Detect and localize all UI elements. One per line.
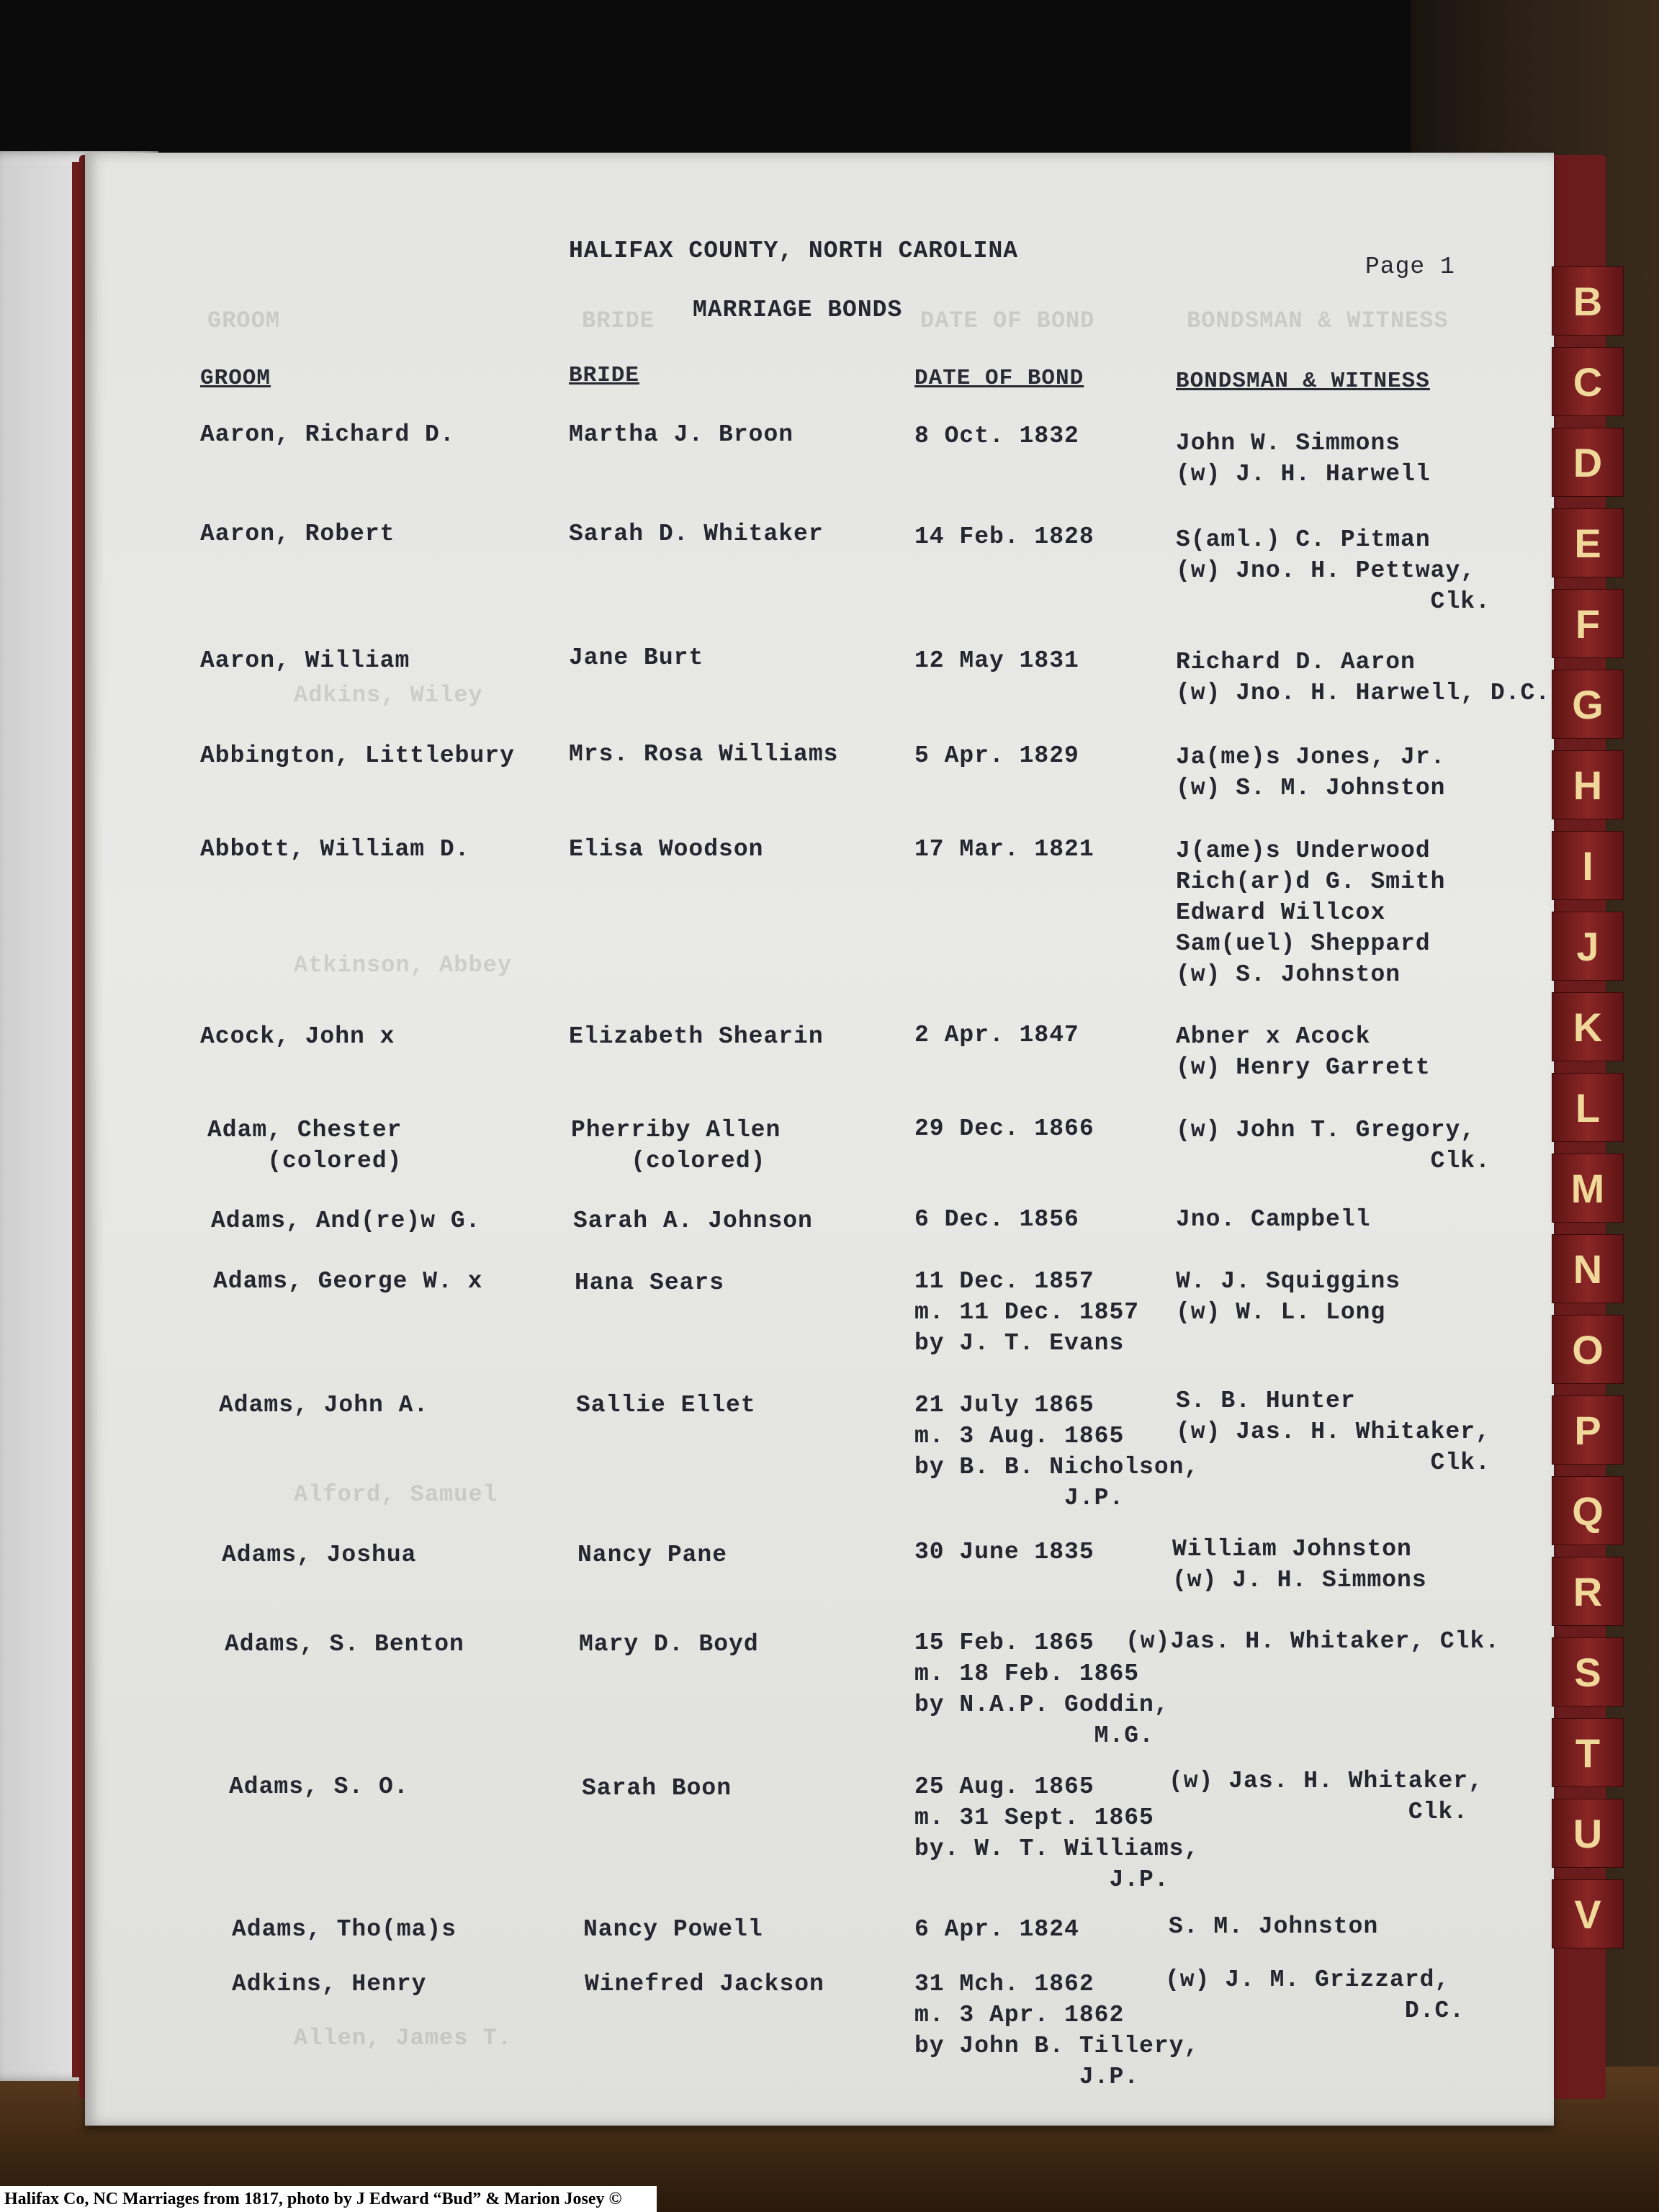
bride-name: Sarah A. Johnson (573, 1208, 813, 1234)
bride-name: Sarah Boon (582, 1775, 732, 1802)
groom-name: Adams, S. O. (229, 1773, 409, 1800)
bride-name: Hana Sears (575, 1269, 725, 1296)
groom-name: Aaron, William (200, 647, 410, 674)
groom-name: Acock, John x (200, 1023, 395, 1050)
bond-date: 17 Mar. 1821 (914, 836, 1094, 863)
index-tab-b[interactable]: B (1552, 266, 1624, 336)
index-tab-h[interactable]: H (1552, 750, 1624, 819)
groom-name: Adams, John A. (219, 1392, 429, 1419)
bond-date: 6 Dec. 1856 (914, 1206, 1079, 1233)
index-tab-n[interactable]: N (1552, 1234, 1624, 1303)
bondsman-witness: (w) John T. Gregory, Clk. (1176, 1117, 1491, 1174)
groom-name: Adam, Chester (colored) (207, 1117, 403, 1174)
bond-date: 21 July 1865 m. 3 Aug. 1865 by B. B. Nicholson, J.P. (914, 1392, 1200, 1511)
index-tab-d[interactable]: D (1552, 428, 1624, 497)
groom-name: Abbington, Littlebury (200, 742, 515, 769)
column-header-bondsman: BONDSMAN & WITNESS (1176, 369, 1430, 394)
groom-name: Aaron, Robert (200, 521, 395, 547)
index-tabs (1552, 266, 1624, 2067)
photo-caption: Halifax Co, NC Marriages from 1817, photo by J Edward “Bud” & Marion Josey © (0, 2186, 657, 2212)
bride-name: Elisa Woodson (569, 836, 764, 863)
document-page (85, 153, 1554, 2126)
index-tab-j[interactable]: J (1552, 912, 1624, 981)
index-tab-u[interactable]: U (1552, 1799, 1624, 1868)
bond-date: 2 Apr. 1847 (914, 1022, 1079, 1048)
groom-name: Adams, George W. x (213, 1268, 483, 1295)
index-tab-f[interactable]: F (1552, 589, 1624, 658)
column-header-groom: GROOM (200, 366, 271, 391)
groom-name: Adams, Tho(ma)s (232, 1916, 457, 1943)
bondsman-witness: Richard D. Aaron (w) Jno. H. Harwell, D.C. (1176, 649, 1551, 706)
index-tab-e[interactable]: E (1552, 508, 1624, 577)
index-tab-o[interactable]: O (1552, 1315, 1624, 1384)
bondsman-witness: (w)Jas. H. Whitaker, Clk. (1125, 1628, 1501, 1655)
bondsman-witness: John W. Simmons (w) J. H. Harwell (1176, 430, 1431, 487)
bride-name: Mary D. Boyd (579, 1631, 759, 1658)
bond-date: 15 Feb. 1865 m. 18 Feb. 1865 by N.A.P. Goddin, M.G. (914, 1629, 1169, 1749)
bride-name: Martha J. Broon (569, 421, 794, 448)
page-number: Page 1 (1365, 253, 1455, 280)
index-tab-k[interactable]: K (1552, 992, 1624, 1061)
index-tab-q[interactable]: Q (1552, 1476, 1624, 1545)
column-header-date: DATE OF BOND (914, 366, 1084, 391)
index-tab-s[interactable]: S (1552, 1637, 1624, 1707)
groom-name: Abbott, William D. (200, 836, 470, 863)
bride-name: Mrs. Rosa Williams (569, 741, 839, 768)
page-title: HALIFAX COUNTY, NORTH CAROLINA (569, 238, 1019, 264)
groom-name: Adams, S. Benton (225, 1631, 464, 1658)
bleed-through-text: Adkins, Wiley (294, 682, 483, 709)
bondsman-witness: William Johnston (w) J. H. Simmons (1172, 1536, 1427, 1593)
bond-date: 11 Dec. 1857 m. 11 Dec. 1857 by J. T. Evans (914, 1268, 1140, 1357)
page-subtitle: MARRIAGE BONDS (693, 297, 903, 323)
bondsman-witness: J(ame)s Underwood Rich(ar)d G. Smith Edward Willcox Sam(uel) Sheppard (w) S. Johnston (1176, 837, 1446, 988)
bleed-through-text: Allen, James T. (294, 2025, 513, 2051)
bleed-through-text: GROOM (207, 307, 281, 334)
bleed-through-text: BRIDE (582, 307, 655, 334)
bride-name: Winefred Jackson (585, 1971, 824, 1997)
groom-name: Adkins, Henry (232, 1971, 427, 1997)
bride-name: Nancy Powell (583, 1916, 763, 1943)
bond-date: 25 Aug. 1865 m. 31 Sept. 1865 by. W. T. Williams, J.P. (914, 1773, 1200, 1893)
bond-date: 8 Oct. 1832 (914, 423, 1079, 449)
bondsman-witness: (w) Jas. H. Whitaker, Clk. (1169, 1768, 1483, 1825)
index-tab-l[interactable]: L (1552, 1073, 1624, 1142)
bondsman-witness: Ja(me)s Jones, Jr. (w) S. M. Johnston (1176, 744, 1446, 801)
bondsman-witness: (w) J. M. Grizzard, D.C. (1165, 1966, 1465, 2024)
bleed-through-text: BONDSMAN & WITNESS (1187, 307, 1449, 334)
bleed-through-text: Alford, Samuel (294, 1481, 498, 1508)
index-tab-c[interactable]: C (1552, 347, 1624, 416)
bond-date: 31 Mch. 1862 m. 3 Apr. 1862 by John B. Tillery, J.P. (914, 1971, 1200, 2090)
bride-name: Sallie Ellet (576, 1392, 756, 1419)
bondsman-witness: Abner x Acock (w) Henry Garrett (1176, 1023, 1431, 1081)
index-tab-r[interactable]: R (1552, 1557, 1624, 1626)
bleed-through-text: Atkinson, Abbey (294, 952, 513, 979)
column-header-bride: BRIDE (569, 363, 640, 388)
bondsman-witness: Jno. Campbell (1176, 1206, 1371, 1233)
index-tab-g[interactable]: G (1552, 670, 1624, 739)
bond-date: 30 June 1835 (914, 1539, 1094, 1565)
index-tab-v[interactable]: V (1552, 1879, 1624, 1948)
bondsman-witness: S. B. Hunter (w) Jas. H. Whitaker, Clk. (1176, 1388, 1491, 1476)
bond-date: 14 Feb. 1828 (914, 523, 1094, 550)
bond-date: 12 May 1831 (914, 647, 1079, 674)
groom-name: Adams, Joshua (222, 1542, 417, 1568)
bond-date: 29 Dec. 1866 (914, 1115, 1094, 1142)
bleed-through-text: DATE OF BOND (920, 307, 1095, 334)
bride-name: Sarah D. Whitaker (569, 521, 824, 547)
bond-date: 5 Apr. 1829 (914, 742, 1079, 769)
groom-name: Aaron, Richard D. (200, 421, 455, 448)
bride-name: Pherriby Allen (colored) (571, 1117, 781, 1174)
bondsman-witness: S(aml.) C. Pitman (w) Jno. H. Pettway, Clk. (1176, 526, 1491, 615)
bondsman-witness: S. M. Johnston (1169, 1913, 1379, 1940)
bride-name: Elizabeth Shearin (569, 1023, 824, 1050)
bride-name: Nancy Pane (577, 1542, 728, 1568)
groom-name: Adams, And(re)w G. (211, 1208, 481, 1234)
bond-date: 6 Apr. 1824 (914, 1916, 1079, 1943)
index-tab-t[interactable]: T (1552, 1718, 1624, 1787)
index-tab-i[interactable]: I (1552, 831, 1624, 900)
index-tab-m[interactable]: M (1552, 1154, 1624, 1223)
bondsman-witness: W. J. Squiggins (w) W. L. Long (1176, 1268, 1401, 1326)
bride-name: Jane Burt (569, 644, 704, 671)
index-tab-p[interactable]: P (1552, 1395, 1624, 1465)
